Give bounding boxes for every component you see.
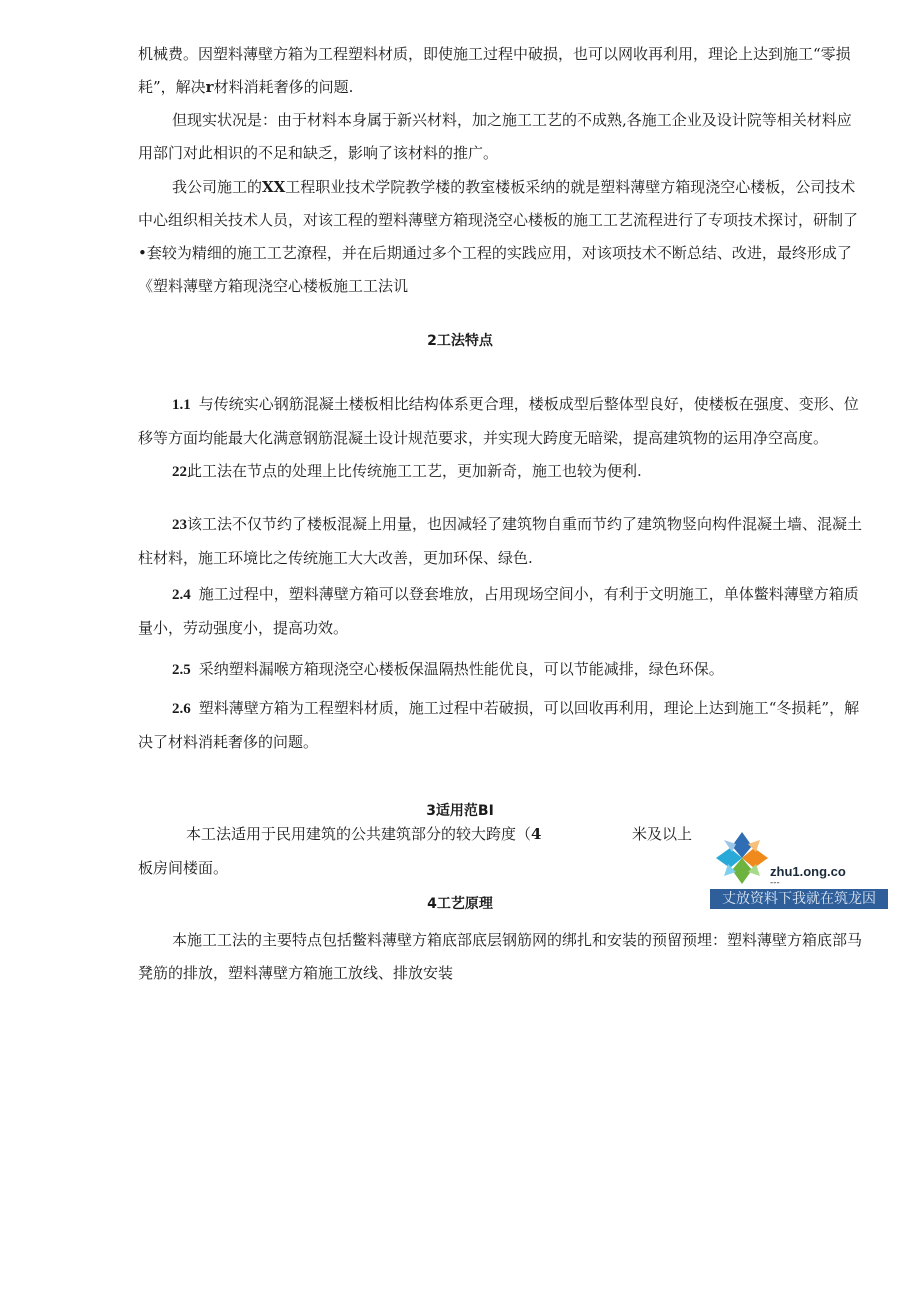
logo-dash: --- xyxy=(770,878,780,888)
section-2-heading: 2工法特点 xyxy=(427,333,493,349)
section-3-line-1: 本工法适用于民用建筑的公共建筑部分的较大跨度（4 xyxy=(186,825,542,843)
list-item: 22此工法在节点的处理上比传统施工工艺，更加新奇，施工也较为便利. xyxy=(172,462,642,480)
intro-p1-text: 机械费。因塑料薄壁方箱为工程塑料材质，即使施工过程中破损，也可以网收再利用，理论上达到施工“零损耗”，解决 xyxy=(138,45,851,96)
section-4-paragraph: 本施工工法的主要特点包括鳖料薄壁方箱底部底层钢筋网的绑扎和安装的预留预埋：塑料薄壁方箱底部马凳筋的排放，塑料薄壁方箱施工放线、排放安装 xyxy=(138,931,863,982)
zhulong-logo-icon xyxy=(712,828,772,888)
list-item: 23该工法不仅节约了楼板混凝上用量，也因减轻了建筑物自重而节约了建筑物竖向构件混凝土墙、混凝土柱材料，施工环境比之传统施工大大改善，更加环保、绿色. xyxy=(138,515,863,567)
intro-p1-end: 材料消耗奢侈的问题. xyxy=(213,78,354,96)
list-item: 1.1 与传统实心钢筋混凝土楼板相比结构体系更合理，楼板成型后整体型良好，使楼板在强度、变形、位移等方面均能最大化满意钢筋混凝土设计规范要求，并实现大跨度无暗梁，提高建筑物的运用净空高度。 xyxy=(138,395,859,447)
section-3-line-1-end: 米及以上 xyxy=(632,825,693,843)
section-3-heading: 3适用范BI xyxy=(426,803,494,819)
intro-p1-bold: r xyxy=(205,78,214,96)
logo-banner: 丈放资料下我就在筑龙因 xyxy=(710,889,888,909)
list-item: 2.5 采纳塑料漏喉方箱现浇空心楼板保温隔热性能优良，可以节能减排，绿色环保。 xyxy=(172,660,724,678)
intro-p3-a: 我公司施工的 xyxy=(172,178,263,196)
logo-site-text: zhu1.ong.co xyxy=(770,864,846,879)
section-3-line-2: 板房间楼面。 xyxy=(138,859,229,877)
intro-paragraph-2: 但现实状况是：由于材料本身属于新兴材料，加之施工工艺的不成熟,各施工企业及设计院等相关材料应用部门对此相识的不足和缺乏，影响了该材料的推广。 xyxy=(138,111,852,162)
list-item: 2.4 施工过程中，塑料薄壁方箱可以登套堆放，占用现场空间小，有利于文明施工，单体鳖料薄壁方箱质量小，劳动强度小，提高功效。 xyxy=(138,585,859,637)
list-item: 2.6 塑料薄壁方箱为工程塑料材质，施工过程中若破损，可以回收再利用，理论上达到施工“冬损耗”，解决了材料消耗奢侈的问题。 xyxy=(138,699,860,751)
intro-p3-bold: XX xyxy=(262,178,286,196)
section-4-heading: 4工艺原理 xyxy=(427,896,493,912)
intro-p3-b: 工程职业技术学院教学楼的教室楼板采纳的就是塑料薄壁方箱现浇空心楼板，公司技术中心组织相关技术人员，对该工程的塑料薄壁方箱现浇空心楼板的施工工艺流程进行了专项技术探讨，研制了•套较为精细的施工工艺潦程，并在后期通过多个工程的实践应用，对该项技术不断总结、改进，最终形成了《塑料薄壁方箱现浇空心楼板施工工法讥 xyxy=(138,178,859,295)
intro-paragraph-1 xyxy=(138,38,866,104)
intro-paragraph-3 xyxy=(138,171,866,303)
watermark-logo xyxy=(710,828,888,910)
